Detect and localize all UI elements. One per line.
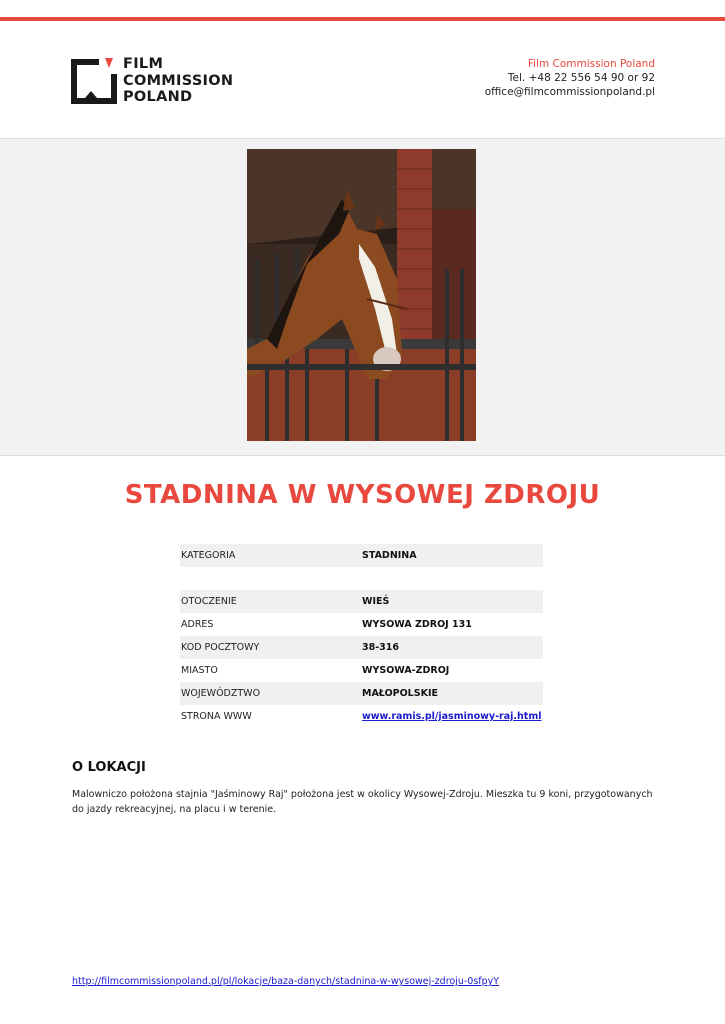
contact-email[interactable]: office@filmcommissionpoland.pl bbox=[484, 86, 655, 98]
info-row-strona-www bbox=[180, 705, 543, 728]
logo-line-2: COMMISSION bbox=[123, 72, 234, 89]
info-row-miasto bbox=[180, 659, 543, 682]
contact-name: Film Commission Poland bbox=[527, 58, 655, 70]
contact-phone: Tel. +48 22 556 54 90 or 92 bbox=[507, 72, 655, 84]
page-title: STADNINA W WYSOWEJ ZDROJU bbox=[124, 480, 601, 510]
logo-line-3: POLAND bbox=[123, 89, 193, 105]
info-row-wojewodztwo bbox=[180, 682, 543, 705]
info-label: MIASTO bbox=[181, 665, 218, 676]
horse-stable-photo bbox=[247, 149, 476, 441]
info-label: KOD POCZTOWY bbox=[181, 642, 260, 653]
info-row-adres bbox=[180, 613, 543, 636]
logo-text bbox=[123, 56, 233, 106]
footer-url-link[interactable]: http://filmcommissionpoland.pl/pl/lokacje/baza-danych/stadnina-w-wysowej-zdroju-0sfpyY bbox=[72, 976, 500, 987]
info-value: WIEŚ bbox=[362, 596, 390, 607]
logo-mark-icon bbox=[69, 56, 119, 108]
photo-band bbox=[0, 138, 725, 456]
film-commission-poland-logo[interactable] bbox=[69, 56, 234, 108]
contact-block bbox=[485, 57, 655, 99]
about-heading: O LOKACJI bbox=[72, 760, 146, 775]
info-value: STADNINA bbox=[362, 550, 417, 561]
info-value: MAŁOPOLSKIE bbox=[362, 688, 438, 699]
info-row-kod-pocztowy bbox=[180, 636, 543, 659]
info-value: WYSOWA ZDROJ 131 bbox=[362, 619, 472, 630]
about-text: Malowniczo położona stajnia "Jaśminowy Raj" położona jest w okolicy Wysowej-Zdroju. Mieszka tu 9 koni, przygotowanych do jazdy rekreacyjnej, na placu i w terenie. bbox=[72, 789, 653, 815]
info-label: KATEGORIA bbox=[181, 550, 236, 561]
logo-line-1: FILM bbox=[123, 56, 164, 72]
info-spacer bbox=[180, 567, 543, 590]
website-link[interactable]: www.ramis.pl/jasminowy-raj.html bbox=[362, 711, 542, 722]
info-value: 38-316 bbox=[362, 642, 399, 653]
info-label: WOJEWÓDZTWO bbox=[181, 688, 261, 699]
info-label: OTOCZENIE bbox=[181, 596, 237, 607]
top-accent-bar bbox=[0, 17, 725, 21]
info-label: ADRES bbox=[181, 619, 214, 630]
info-row-category bbox=[180, 544, 543, 567]
info-value: WYSOWA-ZDROJ bbox=[362, 665, 450, 676]
info-label: STRONA WWW bbox=[181, 711, 252, 722]
info-row-otoczenie bbox=[180, 590, 543, 613]
location-info-table bbox=[180, 544, 543, 728]
info-value bbox=[362, 711, 541, 722]
